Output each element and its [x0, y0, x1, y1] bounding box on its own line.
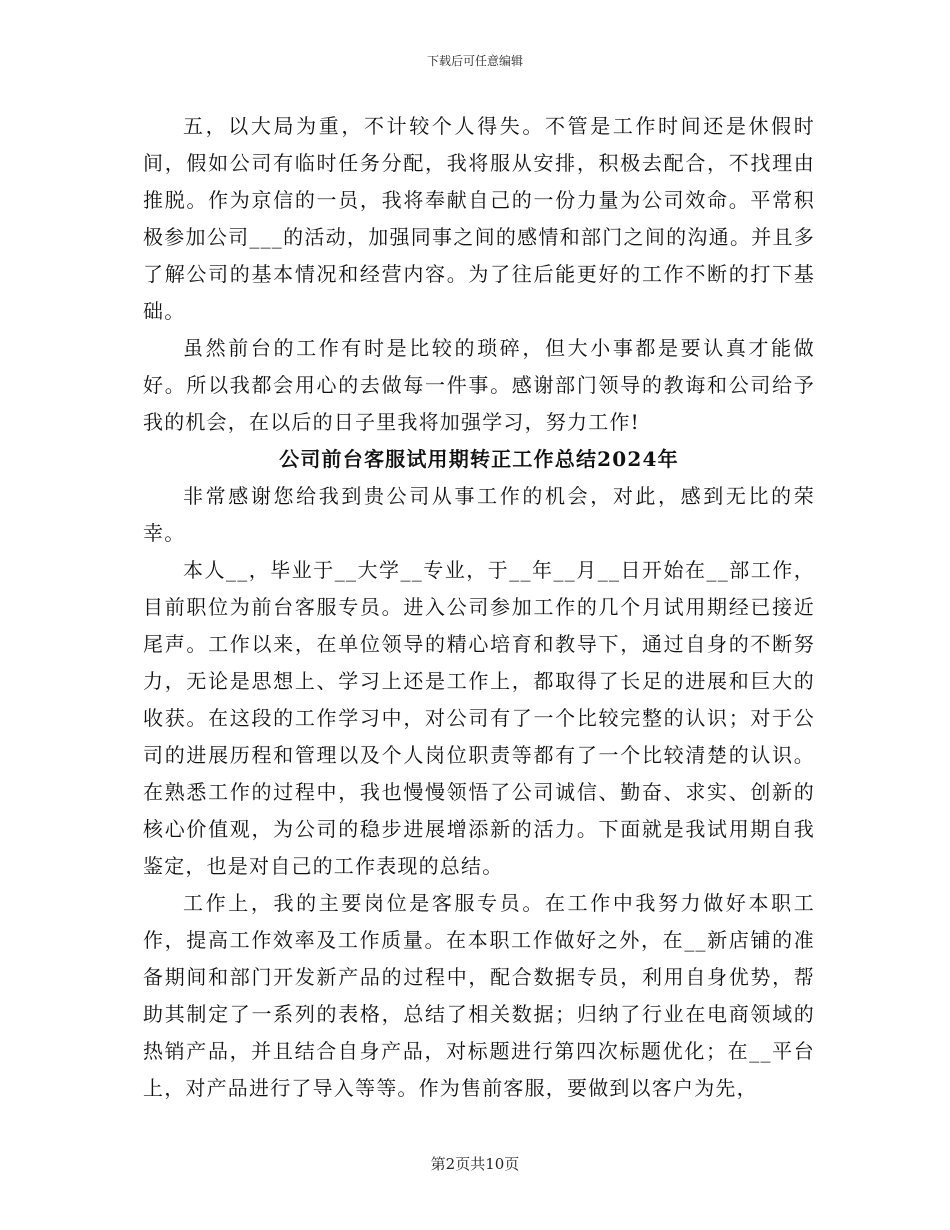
paragraph: 五，以大局为重，不计较个人得失。不管是工作时间还是休假时间，假如公司有临时任务分配，我将服从安排，积极去配合，不找理由推脱。作为京信的一员，我将奉献自己的一份力量为公司效命。平常积极参加公司___的活动，加强同事之间的感情和部门之间的沟通。并且多了解公司的基本情况和经营内容。为了往后能更好的工作不断的打下基础。: [143, 114, 815, 323]
paragraph: 工作上，我的主要岗位是客服专员。在工作中我努力做好本职工作，提高工作效率及工作质量。在本职工作做好之外，在__新店铺的准备期间和部门开发新产品的过程中，配合数据专员，利用自身优势，帮助其制定了一系列的表格，总结了相关数据；归纳了行业在电商领域的热销产品，并且结合自身产品，对标题进行第四次标题优化；在__平台上，对产品进行了导入等等。作为售前客服，要做到以客户为先，: [143, 891, 815, 1100]
document-body: [143, 108, 815, 1107]
paragraph: 本人__，毕业于__大学__专业，于__年__月__日开始在__部工作，目前职位为前台客服专员。进入公司参加工作的几个月试用期经已接近尾声。工作以来，在单位领导的精心培育和教导下，通过自身的不断努力，无论是思想上、学习上还是工作上，都取得了长足的进展和巨大的收获。在这段的工作学习中，对公司有了一个比较完整的认识；对于公司的进展历程和管理以及个人岗位职责等都有了一个比较清楚的认识。在熟悉工作的过程中，我也慢慢领悟了公司诚信、勤奋、求实、创新的核心价值观，为公司的稳步进展增添新的活力。下面就是我试用期自我鉴定，也是对自己的工作表现的总结。: [143, 558, 815, 878]
section-heading: 公司前台客服试用期转正工作总结2024年: [279, 447, 679, 471]
page-header: 下载后可任意编辑: [426, 54, 523, 68]
paragraph: 非常感谢您给我到贵公司从事工作的机会，对此，感到无比的荣幸。: [143, 484, 815, 545]
page-footer: 第2页共10页: [430, 1155, 520, 1173]
paragraph: 虽然前台的工作有时是比较的琐碎，但大小事都是要认真才能做好。所以我都会用心的去做每一件事。感谢部门领导的教诲和公司给予我的机会，在以后的日子里我将加强学习，努力工作!: [143, 336, 815, 434]
